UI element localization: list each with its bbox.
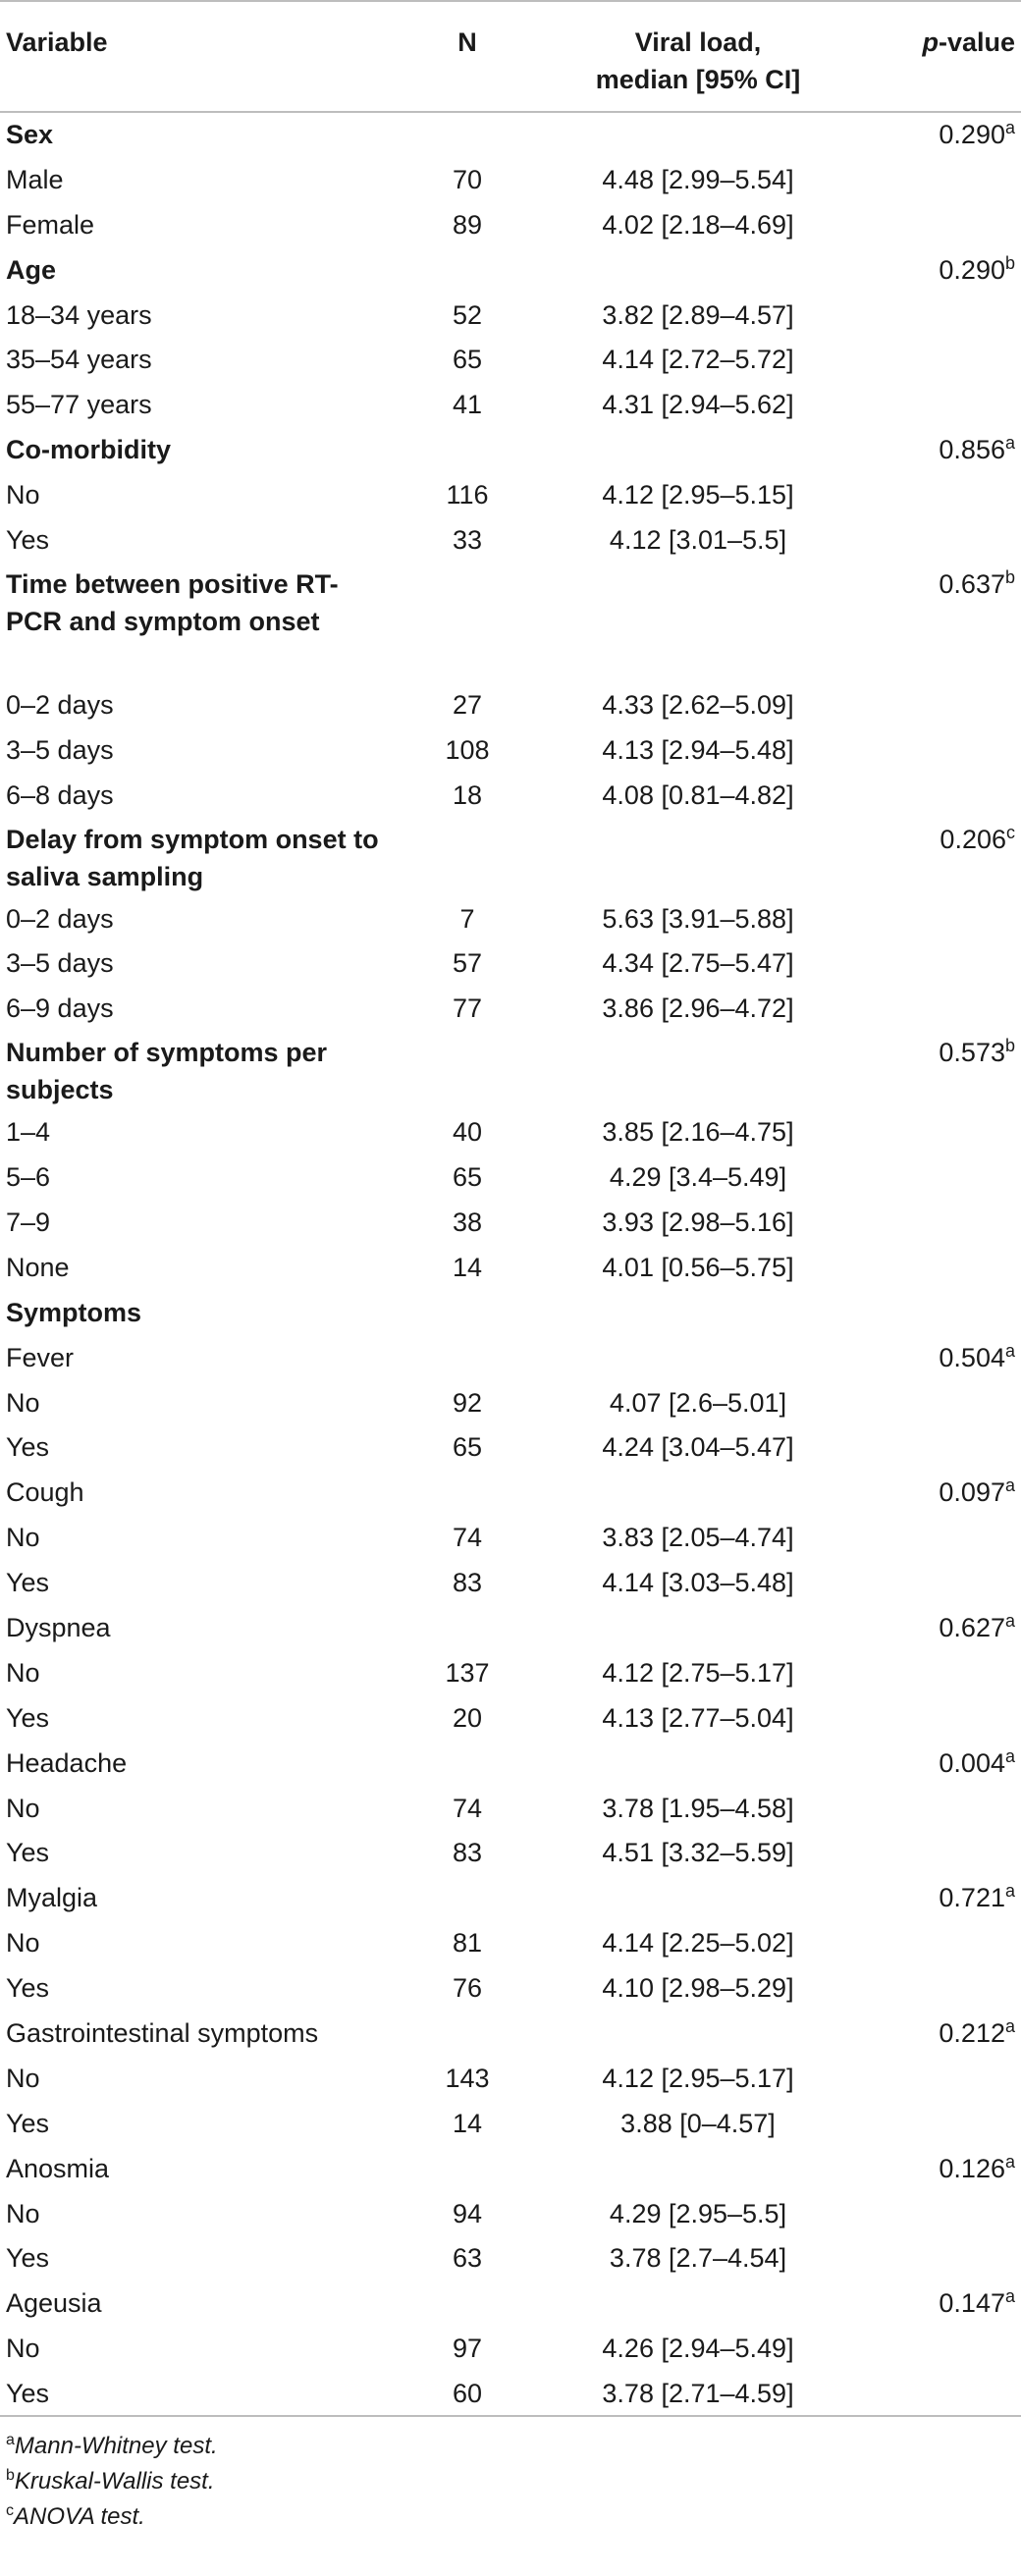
table-row [0, 727, 1021, 773]
cell-n: 83 [452, 1838, 483, 1868]
header-row [0, 1, 1021, 112]
cell-variable: Co-morbidity [6, 435, 171, 465]
cell-p-value [854, 1920, 1021, 1965]
cell-variable: Time between positive RT-PCR and symptom onset [6, 568, 339, 636]
cell-viral-load: 3.93 [2.98–5.16] [602, 1207, 794, 1237]
cell-viral-load: 4.48 [2.99–5.54] [602, 164, 794, 194]
cell-variable: Ageusia [6, 2288, 102, 2319]
cell-p-value [854, 1380, 1021, 1425]
cell-n: 14 [452, 2108, 483, 2138]
p-value-number: 0.097 [939, 1477, 1005, 1508]
cell-viral-load: 3.78 [2.71–4.59] [542, 2371, 854, 2416]
cell-n: 97 [452, 2334, 483, 2364]
group-header-row [0, 247, 1021, 293]
group-header-row [0, 1290, 1021, 1335]
table-row [0, 682, 1021, 727]
cell-viral-load: 3.78 [2.7–4.54] [609, 2243, 787, 2274]
cell-variable: Yes [6, 1432, 50, 1463]
cell-p-value [854, 2011, 1021, 2056]
p-value-number: 0.290 [939, 254, 1005, 285]
cell-n [393, 1335, 542, 1380]
cell-variable: Yes [6, 1702, 50, 1733]
table-row [0, 773, 1021, 818]
table-row [0, 896, 1021, 941]
footnote-text: ANOVA test. [14, 2503, 145, 2531]
cell-viral-load [542, 1031, 854, 1109]
cell-viral-load [542, 112, 854, 157]
cell-variable: Gastrointestinal symptoms [6, 2018, 319, 2048]
cell-variable: No [6, 1523, 40, 1553]
cell-n: 40 [452, 1117, 483, 1148]
cell-p-value [854, 818, 1021, 896]
cell-viral-load: 4.12 [2.75–5.17] [602, 1657, 794, 1688]
cell-variable: Yes [0, 2371, 393, 2416]
cell-n: 7 [459, 903, 475, 934]
cell-p-value [854, 2191, 1021, 2236]
cell-variable: No [6, 1657, 40, 1688]
cell-n: 33 [452, 524, 483, 555]
cell-p-value [854, 517, 1021, 563]
cell-viral-load [542, 1605, 854, 1650]
cell-p-value [854, 1031, 1021, 1109]
cell-n: 116 [446, 480, 489, 510]
cell-p-value [854, 1741, 1021, 1786]
cell-variable: Symptoms [6, 1297, 142, 1327]
cell-viral-load: 4.26 [2.94–5.49] [602, 2334, 794, 2364]
cell-p-value [854, 1605, 1021, 1650]
cell-viral-load: 4.14 [3.03–5.48] [602, 1568, 794, 1598]
table-row [0, 1424, 1021, 1470]
p-value-number: 0.504 [939, 1342, 1005, 1372]
cell-variable: Age [6, 254, 57, 285]
table-row [0, 2236, 1021, 2281]
p-value-test-mark: a [1004, 1881, 1015, 1902]
cell-p-value [854, 2326, 1021, 2371]
cell-n [393, 2281, 542, 2326]
p-value-number: 0.637 [939, 568, 1005, 599]
cell-p-value [854, 1695, 1021, 1741]
cell-p-value [854, 202, 1021, 247]
cell-variable: Yes [6, 1973, 50, 2004]
cell-n: 143 [445, 2063, 490, 2093]
table-row [0, 1245, 1021, 1290]
p-value-test-mark: b [1004, 566, 1015, 587]
cell-p-value [854, 382, 1021, 427]
cell-variable: No [6, 2063, 40, 2093]
subgroup-header-row [0, 1741, 1021, 1786]
table-row [0, 337, 1021, 382]
cell-n: 83 [452, 1568, 483, 1598]
cell-variable: 6–8 days [6, 779, 114, 810]
p-value-test-mark: a [1004, 2286, 1015, 2307]
footnote-mark: c [6, 2502, 14, 2520]
table-footnotes [0, 2417, 1021, 2535]
cell-n: 74 [452, 1523, 483, 1553]
p-value-number: 0.290 [939, 120, 1005, 150]
cell-variable: Yes [6, 2108, 50, 2138]
cell-viral-load: 4.14 [2.25–5.02] [602, 1928, 794, 1959]
cell-p-value [854, 1245, 1021, 1290]
cell-viral-load: 5.63 [3.91–5.88] [602, 903, 794, 934]
cell-variable: No [6, 1793, 40, 1823]
table-row [0, 2101, 1021, 2146]
cell-n [393, 1470, 542, 1515]
cell-variable: Yes [6, 1838, 50, 1868]
cell-viral-load: 3.78 [1.95–4.58] [602, 1793, 794, 1823]
cell-viral-load [542, 1875, 854, 1920]
cell-variable: Female [6, 209, 95, 240]
cell-viral-load: 4.24 [3.04–5.47] [602, 1432, 794, 1463]
cell-n: 20 [452, 1702, 483, 1733]
cell-variable: 3–5 days [6, 948, 114, 979]
cell-p-value [854, 2101, 1021, 2146]
cell-viral-load: 4.10 [2.98–5.29] [602, 1973, 794, 2004]
cell-n: 65 [452, 345, 483, 375]
table-row [0, 1650, 1021, 1695]
cell-viral-load: 4.31 [2.94–5.62] [602, 390, 794, 420]
cell-n: 57 [452, 948, 483, 979]
cell-p-value [854, 1831, 1021, 1876]
cell-n [393, 1741, 542, 1786]
cell-variable: Dyspnea [6, 1612, 111, 1642]
cell-variable: Headache [6, 1747, 128, 1778]
cell-n [393, 2011, 542, 2056]
table-row [0, 1786, 1021, 1831]
p-value-test-mark: b [1004, 1036, 1015, 1056]
p-value-number: 0.573 [939, 1038, 1005, 1068]
cell-variable: No [6, 480, 40, 510]
cell-viral-load: 4.13 [2.77–5.04] [602, 1702, 794, 1733]
cell-viral-load: 4.29 [2.95–5.5] [609, 2198, 787, 2228]
p-value-test-mark: a [1004, 1476, 1015, 1496]
cell-n: 92 [452, 1387, 483, 1418]
cell-variable: Sex [6, 120, 54, 150]
table-row [0, 382, 1021, 427]
cell-p-value [854, 1290, 1021, 1335]
cell-n: 38 [452, 1207, 483, 1237]
cell-p-value [854, 1786, 1021, 1831]
cell-n: 76 [452, 1973, 483, 2004]
cell-variable: No [6, 1928, 40, 1959]
table-row [0, 517, 1021, 563]
cell-p-value [854, 2146, 1021, 2191]
cell-viral-load: 3.82 [2.89–4.57] [602, 299, 794, 330]
table-row [0, 1200, 1021, 1245]
cell-p-value [854, 940, 1021, 986]
cell-p-value [854, 773, 1021, 818]
cell-n: 81 [452, 1928, 483, 1959]
table-row [0, 1920, 1021, 1965]
p-value-number: 0.721 [939, 1883, 1005, 1913]
cell-viral-load: 4.12 [3.01–5.5] [609, 524, 787, 555]
cell-viral-load [542, 563, 854, 682]
p-value-test-mark: c [1006, 822, 1015, 842]
cell-p-value [854, 682, 1021, 727]
table-row [0, 986, 1021, 1031]
cell-p-value [854, 472, 1021, 517]
header-viral-load-line1: Viral load, [634, 27, 762, 57]
cell-viral-load: 4.14 [2.72–5.72] [602, 345, 794, 375]
table-row [0, 940, 1021, 986]
cell-p-value [854, 1470, 1021, 1515]
footnote-mark: b [6, 2467, 15, 2485]
table-header [0, 1, 1021, 112]
cell-n [393, 563, 542, 682]
cell-viral-load [542, 818, 854, 896]
cell-viral-load: 4.13 [2.94–5.48] [602, 734, 794, 765]
cell-n [393, 1875, 542, 1920]
p-value-number: 0.206 [940, 824, 1006, 854]
cell-n: 65 [452, 1162, 483, 1193]
cell-variable: Male [6, 164, 64, 194]
cell-variable: Myalgia [6, 1883, 98, 1913]
group-header-row [0, 1031, 1021, 1109]
cell-viral-load [542, 1470, 854, 1515]
cell-n: 52 [452, 299, 483, 330]
header-p-value [854, 1, 1021, 112]
table-row [0, 1695, 1021, 1741]
cell-p-value [854, 1650, 1021, 1695]
header-p-italic: p [922, 27, 939, 57]
cell-viral-load [542, 247, 854, 293]
subgroup-header-row [0, 2146, 1021, 2191]
cell-viral-load: 4.12 [2.95–5.15] [602, 480, 794, 510]
cell-variable: No [6, 2198, 40, 2228]
table-row [0, 2191, 1021, 2236]
cell-p-value [854, 2236, 1021, 2281]
cell-p-value [854, 337, 1021, 382]
cell-viral-load: 4.01 [0.56–5.75] [602, 1252, 794, 1282]
footnote-mark: a [6, 2432, 15, 2449]
table-row [0, 1831, 1021, 1876]
p-value-test-mark: b [1004, 252, 1015, 273]
group-header-row [0, 818, 1021, 896]
cell-variable: 5–6 [6, 1162, 51, 1193]
header-variable: Variable [0, 1, 393, 112]
cell-p-value [854, 2281, 1021, 2326]
cell-p-value [854, 1109, 1021, 1154]
cell-viral-load: 4.34 [2.75–5.47] [602, 948, 794, 979]
p-value-test-mark: a [1004, 2016, 1015, 2036]
cell-variable: Yes [6, 2243, 50, 2274]
cell-variable: Anosmia [6, 2153, 110, 2183]
cell-variable: 0–2 days [6, 689, 114, 720]
subgroup-header-row [0, 1875, 1021, 1920]
header-viral-load-line2: median [95% CI] [595, 65, 801, 94]
p-value-test-mark: a [1004, 1340, 1015, 1361]
p-value-test-mark: a [1004, 1610, 1015, 1631]
cell-n: 70 [452, 164, 483, 194]
cell-p-value [854, 1965, 1021, 2011]
group-header-row [0, 112, 1021, 157]
cell-viral-load: 4.12 [2.95–5.17] [602, 2063, 794, 2093]
p-value-test-mark: a [1004, 118, 1015, 138]
header-viral-load [542, 1, 854, 112]
p-value-number: 0.627 [939, 1612, 1005, 1642]
cell-viral-load [542, 1335, 854, 1380]
cell-n: 14 [452, 1252, 483, 1282]
cell-variable: 6–9 days [6, 993, 114, 1024]
table-body [0, 112, 1021, 2416]
cell-viral-load: 4.08 [0.81–4.82] [602, 779, 794, 810]
footnote-text: Mann-Whitney test. [14, 2433, 218, 2460]
p-value-test-mark: a [1004, 2151, 1015, 2172]
cell-p-value [854, 1424, 1021, 1470]
cell-p-value [854, 1875, 1021, 1920]
table-row [0, 1109, 1021, 1154]
cell-variable: 7–9 [6, 1207, 51, 1237]
cell-viral-load [542, 2146, 854, 2191]
cell-n: 108 [445, 734, 490, 765]
cell-viral-load [542, 427, 854, 472]
cell-p-value [854, 986, 1021, 1031]
cell-p-value [854, 427, 1021, 472]
cell-viral-load [542, 2011, 854, 2056]
footnote-a [6, 2429, 1021, 2464]
subgroup-header-row [0, 2281, 1021, 2326]
cell-variable: 1–4 [6, 1117, 51, 1148]
cell-variable: Cough [6, 1477, 84, 1508]
subgroup-header-row [0, 1335, 1021, 1380]
cell-p-value [854, 896, 1021, 941]
cell-variable: 18–34 years [6, 299, 152, 330]
cell-variable: None [6, 1252, 70, 1282]
cell-variable: No [6, 1387, 40, 1418]
cell-n [393, 2146, 542, 2191]
table-row [0, 1380, 1021, 1425]
cell-viral-load: 4.33 [2.62–5.09] [602, 689, 794, 720]
cell-n: 89 [452, 209, 483, 240]
cell-n: 41 [452, 390, 483, 420]
footnote-c [6, 2499, 1021, 2535]
cell-n: 77 [452, 993, 483, 1024]
cell-p-value [854, 1560, 1021, 1605]
cell-viral-load: 3.88 [0–4.57] [620, 2108, 776, 2138]
cell-n: 94 [452, 2198, 483, 2228]
subgroup-header-row [0, 2011, 1021, 2056]
cell-p-value [854, 727, 1021, 773]
cell-n: 18 [452, 779, 483, 810]
cell-viral-load: 3.85 [2.16–4.75] [602, 1117, 794, 1148]
cell-n [393, 112, 542, 157]
cell-n: 137 [445, 1657, 490, 1688]
p-value-test-mark: a [1004, 433, 1015, 454]
header-p-rest: -value [938, 27, 1015, 57]
table-row [0, 2056, 1021, 2101]
table-row [0, 2371, 1021, 2416]
cell-p-value [854, 1335, 1021, 1380]
cell-variable: Yes [6, 524, 50, 555]
cell-n [393, 1290, 542, 1335]
footnote-b [6, 2464, 1021, 2499]
cell-p-value [854, 112, 1021, 157]
table-row [0, 202, 1021, 247]
cell-n [393, 1605, 542, 1650]
cell-variable: Yes [6, 1568, 50, 1598]
table-row [0, 2326, 1021, 2371]
cell-p-value [854, 563, 1021, 682]
table-row [0, 1560, 1021, 1605]
cell-n [393, 1031, 542, 1109]
cell-variable: 0–2 days [6, 903, 114, 934]
table-row [0, 1154, 1021, 1200]
cell-variable: 35–54 years [6, 345, 152, 375]
cell-p-value [854, 2371, 1021, 2416]
subgroup-header-row [0, 1470, 1021, 1515]
cell-variable: 3–5 days [6, 734, 114, 765]
p-value-number: 0.004 [939, 1747, 1005, 1778]
cell-n [393, 247, 542, 293]
cell-p-value [854, 157, 1021, 202]
cell-viral-load [542, 2281, 854, 2326]
cell-p-value [854, 1154, 1021, 1200]
cell-n: 65 [452, 1432, 483, 1463]
table-row [0, 293, 1021, 338]
cell-p-value [854, 1515, 1021, 1560]
footnote-text: Kruskal-Wallis test. [14, 2468, 215, 2496]
cell-n: 27 [452, 689, 483, 720]
cell-p-value [854, 247, 1021, 293]
table-row [0, 472, 1021, 517]
p-value-number: 0.126 [939, 2153, 1005, 2183]
group-header-row [0, 563, 1021, 682]
cell-n: 63 [452, 2243, 483, 2274]
cell-viral-load [542, 1741, 854, 1786]
group-header-row [0, 427, 1021, 472]
cell-n: 74 [452, 1793, 483, 1823]
cell-variable: No [6, 2334, 40, 2364]
p-value-number: 0.212 [939, 2018, 1005, 2048]
cell-p-value [854, 2056, 1021, 2101]
cell-viral-load: 4.07 [2.6–5.01] [609, 1387, 787, 1418]
cell-variable: 55–77 years [6, 390, 152, 420]
cell-viral-load: 4.02 [2.18–4.69] [602, 209, 794, 240]
cell-n: 60 [393, 2371, 542, 2416]
p-value-number: 0.856 [939, 435, 1005, 465]
cell-variable: Delay from symptom onset to saliva sampling [6, 824, 379, 891]
cell-viral-load [542, 1290, 854, 1335]
cell-variable: Number of symptoms per subjects [6, 1038, 328, 1105]
header-n: N [393, 1, 542, 112]
cell-viral-load: 3.83 [2.05–4.74] [602, 1523, 794, 1553]
subgroup-header-row [0, 1605, 1021, 1650]
cell-variable: Fever [6, 1342, 75, 1372]
cell-p-value [854, 293, 1021, 338]
p-value-number: 0.147 [939, 2288, 1005, 2319]
table-row [0, 1515, 1021, 1560]
cell-viral-load: 4.51 [3.32–5.59] [602, 1838, 794, 1868]
table-row [0, 1965, 1021, 2011]
cell-p-value [854, 1200, 1021, 1245]
cell-viral-load: 4.29 [3.4–5.49] [609, 1162, 787, 1193]
cell-n [393, 427, 542, 472]
table-row [0, 157, 1021, 202]
cell-viral-load: 3.86 [2.96–4.72] [602, 993, 794, 1024]
cell-n [393, 818, 542, 896]
p-value-test-mark: a [1004, 1745, 1015, 1766]
